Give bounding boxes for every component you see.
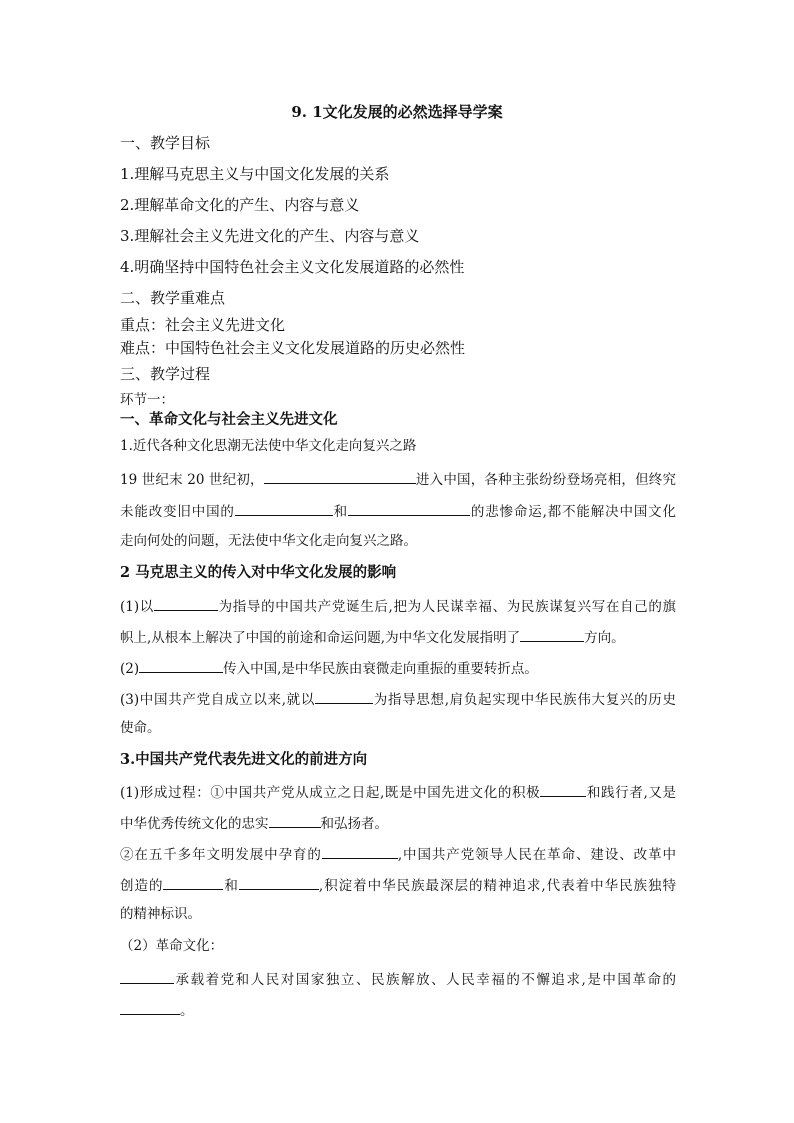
text: 为指导的中国共产党诞生后,把为人民谋幸福、为民族谋复兴写在自己的旗 (217, 599, 677, 616)
sub3-heading: 3.中国共产党代表先进文化的前进方向 (120, 751, 368, 768)
key-point: 重点：社会主义先进文化 (120, 316, 286, 334)
paragraph-line: 使命。 (120, 720, 161, 736)
text: 的悲惨命运,都不能解决中国文化 (470, 504, 677, 521)
text: 和 (223, 878, 239, 895)
paragraph-line (120, 689, 676, 708)
fill-blank[interactable] (139, 658, 223, 673)
paragraph-line: 的精神标识。 (120, 906, 201, 922)
goal-item: 1.理解马克思主义与中国文化发展的关系 (120, 165, 390, 183)
sub2-heading: 2 马克思主义的传入对中华文化发展的影响 (120, 564, 397, 581)
fill-blank[interactable] (239, 875, 319, 890)
fill-blank[interactable] (264, 469, 416, 484)
goals-heading: 一、教学目标 (120, 134, 211, 152)
paragraph-line (120, 596, 676, 615)
fill-blank[interactable] (315, 689, 373, 704)
text: ,积淀着中华民族最深层的精神追求,代表着中华民族独特 (318, 878, 677, 895)
difficult-point: 难点：中国特色社会主义文化发展道路的历史必然性 (120, 339, 466, 357)
text: 。 (180, 1003, 194, 1020)
text: (2) (120, 661, 140, 678)
fill-blank[interactable] (120, 969, 174, 984)
key-points-heading: 二、教学重难点 (120, 289, 226, 307)
fill-blank[interactable] (269, 813, 321, 828)
text: 和践行者,又是 (586, 785, 676, 802)
text: 为指导思想,肩负起实现中华民族伟大复兴的历史 (373, 692, 676, 709)
text: 帜上,从根本上解决了中国的前途和命运问题,为中华文化发展指明了 (120, 630, 521, 647)
paragraph-line (120, 501, 676, 520)
fill-blank[interactable] (154, 596, 218, 611)
fill-blank[interactable] (348, 501, 470, 516)
text: 未能改变旧中国的 (120, 504, 235, 521)
paragraph-line (120, 875, 676, 894)
paragraph-line (120, 658, 676, 677)
fill-blank[interactable] (322, 844, 398, 859)
paragraph-line (120, 782, 676, 801)
paragraph-line (120, 627, 676, 646)
goal-item: 4.明确坚持中国特色社会主义文化发展道路的必然性 (120, 258, 465, 276)
process-heading: 三、教学过程 (120, 365, 211, 383)
paragraph-line (120, 844, 676, 863)
text: ②在五千多年文明发展中孕育的 (120, 847, 322, 864)
text: 中华优秀传统文化的忠实 (120, 816, 269, 833)
text: ,中国共产党领导人民在革命、建设、改革中 (397, 847, 677, 864)
text: (1)以 (120, 599, 154, 616)
sub1-heading: 1.近代各种文化思潮无法使中华文化走向复兴之路 (120, 438, 417, 454)
paragraph-line (120, 469, 676, 488)
text: 和 (332, 504, 348, 521)
paragraph-line (120, 1000, 676, 1019)
goal-item: 2.理解革命文化的产生、内容与意义 (120, 196, 360, 214)
paragraph-line (120, 969, 676, 988)
text: 和弘扬者。 (320, 816, 388, 833)
text: 方向。 (584, 630, 625, 647)
text: (1)形成过程：①中国共产党从成立之日起,既是中国先进文化的积极 (120, 785, 541, 802)
text: 传入中国,是中华民族由衰微走向重振的重要转折点。 (223, 661, 538, 678)
text: 承载着党和人民对国家独立、民族解放、人民幸福的不懈追求,是中国革命的 (174, 972, 676, 989)
paragraph-line (120, 813, 676, 832)
fill-blank[interactable] (520, 627, 584, 642)
fill-blank[interactable] (540, 782, 586, 797)
link-label: 环节一： (120, 392, 174, 408)
text: 19 世纪末 20 世纪初， (120, 472, 264, 489)
fill-blank[interactable] (120, 1000, 180, 1015)
text: 进入中国，各种主张纷纷登场亮相，但终究 (415, 472, 676, 489)
document-title: 9. 1文化发展的必然选择导学案 (291, 103, 503, 121)
paragraph-line: 走向何处的问题，无法使中华文化走向复兴之路。 (120, 533, 417, 549)
goal-item: 3.理解社会主义先进文化的产生、内容与意义 (120, 227, 420, 245)
fill-blank[interactable] (235, 501, 333, 516)
paragraph-line: （2）革命文化： (120, 938, 224, 954)
fill-blank[interactable] (163, 875, 223, 890)
text: (3)中国共产党自成立以来,就以 (120, 692, 316, 709)
part1-heading: 一、革命文化与社会主义先进文化 (120, 411, 338, 428)
text: 创造的 (120, 878, 164, 895)
